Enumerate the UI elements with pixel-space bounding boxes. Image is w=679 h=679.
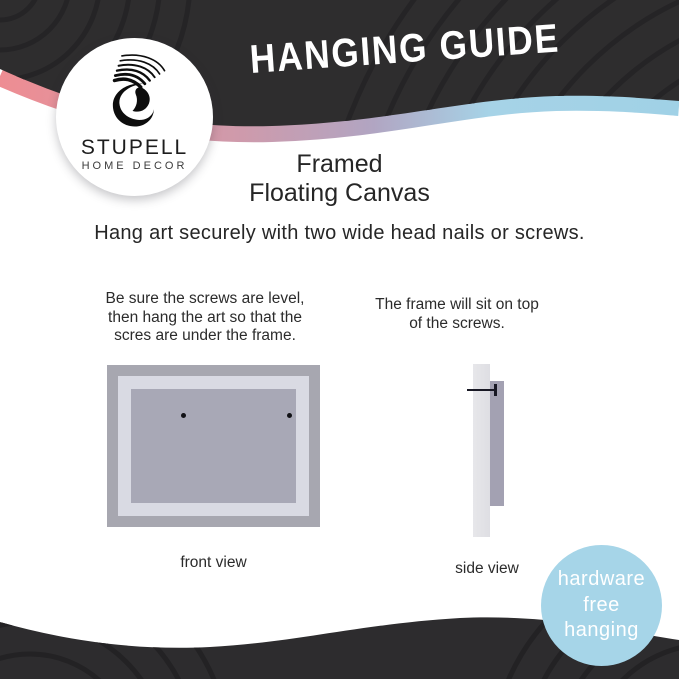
brand-logo xyxy=(56,38,213,196)
product-title-line2: Floating Canvas xyxy=(249,179,430,207)
nail-icon xyxy=(467,389,496,391)
nail-head-icon xyxy=(287,413,292,418)
front-view-caption: front view xyxy=(180,554,247,571)
hardware-free-badge xyxy=(541,545,662,666)
brand-name: STUPELL xyxy=(80,136,189,159)
frame-canvas xyxy=(131,389,296,503)
side-note-line: The frame will sit on top xyxy=(375,296,539,313)
side-note-line: of the screws. xyxy=(409,314,505,332)
front-view-diagram xyxy=(107,365,320,527)
page-title: HANGING GUIDE xyxy=(248,16,562,82)
side-view-canvas-bar xyxy=(489,381,504,506)
stupell-s-icon xyxy=(94,46,176,138)
badge-line: hardware xyxy=(557,568,646,590)
frame-mat xyxy=(118,376,309,516)
product-title-line1: Framed xyxy=(296,150,383,178)
nail-head-icon xyxy=(181,413,186,418)
side-view-note xyxy=(347,296,567,333)
front-note-line: Be sure the screws are level, xyxy=(105,290,305,307)
front-note-line: then hang the art so that the xyxy=(108,308,302,326)
side-view-caption: side view xyxy=(455,560,519,577)
front-note-line: scres are under the frame. xyxy=(114,327,296,344)
nail-head-icon xyxy=(494,384,497,396)
instruction-text: Hang art securely with two wide head nails or screws. xyxy=(94,222,585,244)
badge-line: hanging xyxy=(564,619,639,641)
front-view-note xyxy=(85,290,325,346)
badge-line: free xyxy=(583,593,620,616)
brand-tagline: HOME DECOR xyxy=(81,160,188,172)
